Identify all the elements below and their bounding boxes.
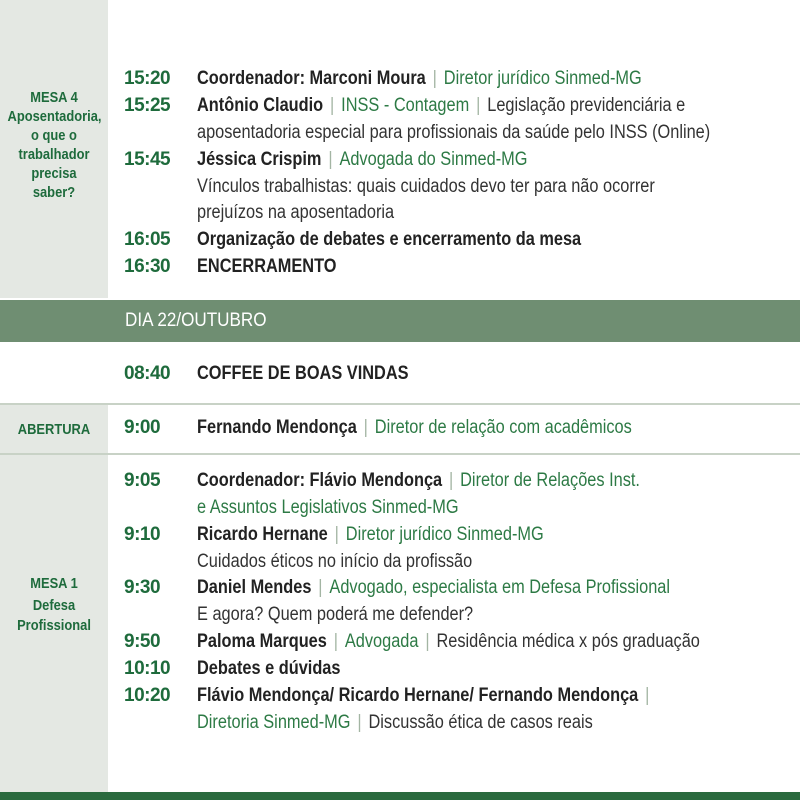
item-topic: Residência médica x pós graduação — [436, 631, 700, 652]
abertura-label-text: ABERTURA — [17, 421, 91, 438]
item-time: 16:05 — [124, 229, 171, 250]
item-time: 15:45 — [124, 149, 171, 170]
item-time: 9:10 — [124, 524, 161, 545]
item-time: 9:30 — [124, 577, 161, 598]
separator: | — [449, 470, 454, 491]
item-time: 9:00 — [124, 417, 161, 438]
item-name: COFFEE DE BOAS VINDAS — [197, 363, 409, 384]
item-name: Fernando Mendonça — [197, 417, 357, 438]
section-divider — [0, 403, 800, 405]
item-role: Advogada — [344, 631, 419, 652]
schedule-item — [124, 575, 790, 601]
item-topic: Discussão ética de casos reais — [368, 712, 593, 733]
separator: | — [328, 149, 333, 170]
schedule-item-continuation — [124, 710, 790, 736]
item-name: Paloma Marques — [197, 631, 327, 652]
item-role: Diretor jurídico Sinmed-MG — [443, 68, 642, 89]
mesa4-label — [8, 88, 101, 202]
item-role: Advogado, especialista em Defesa Profissional — [329, 577, 671, 598]
section-divider — [0, 453, 800, 455]
item-role: INSS - Contagem — [341, 95, 470, 116]
day-title: DIA 22/OUTUBRO — [125, 310, 267, 331]
day-header-bar — [0, 300, 800, 342]
item-time: 15:20 — [124, 68, 171, 89]
mesa1-label-line: Profissional — [17, 617, 91, 634]
item-time: 9:05 — [124, 470, 161, 491]
mesa4-label-line: trabalhador — [18, 146, 90, 163]
schedule-item — [124, 656, 790, 682]
item-name: ENCERRAMENTO — [197, 256, 337, 277]
schedule-item — [124, 66, 790, 92]
item-name: Coordenador: Marconi Moura — [197, 68, 426, 89]
item-time: 9:50 — [124, 631, 161, 652]
item-name: Antônio Claudio — [197, 95, 324, 116]
item-time: 10:10 — [124, 658, 171, 679]
mesa4-label-line: saber? — [32, 184, 76, 201]
item-name: Organização de debates e encerramento da mesa — [197, 229, 582, 250]
item-role: Diretoria Sinmed-MG — [197, 712, 351, 733]
schedule-item — [124, 468, 790, 494]
schedule-item — [124, 147, 790, 173]
item-role: Diretor jurídico Sinmed-MG — [345, 524, 544, 545]
schedule-item — [124, 254, 790, 280]
schedule-item-continuation — [124, 200, 790, 226]
mesa1-label-line: MESA 1 — [30, 575, 78, 592]
item-topic-cont: prejuízos na aposentadoria — [197, 202, 395, 223]
separator: | — [357, 712, 362, 733]
abertura-label — [8, 420, 101, 439]
item-time: 10:20 — [124, 685, 171, 706]
item-time: 16:30 — [124, 256, 171, 277]
mesa4-label-line: Aposentadoria, — [7, 108, 102, 125]
item-name: Flávio Mendonça/ Ricardo Hernane/ Fernando Mendonça — [197, 685, 639, 706]
item-topic: Vínculos trabalhistas: quais cuidados devo ter para não ocorrer — [197, 176, 655, 197]
item-topic: E agora? Quem poderá me defender? — [197, 604, 474, 625]
item-name: Daniel Mendes — [197, 577, 312, 598]
item-role: Diretor de relação com acadêmicos — [374, 417, 632, 438]
mesa1-label-line: Defesa — [32, 597, 76, 614]
separator: | — [645, 685, 650, 706]
separator: | — [334, 524, 339, 545]
item-role: Diretor de Relações Inst. — [460, 470, 640, 491]
mesa4-label-line: precisa — [31, 165, 77, 182]
separator: | — [330, 95, 335, 116]
mesa4-label-line: MESA 4 — [30, 89, 78, 106]
schedule-item — [124, 415, 790, 441]
item-role: Advogada do Sinmed-MG — [339, 149, 528, 170]
schedule-item — [124, 629, 790, 655]
item-time: 08:40 — [124, 363, 171, 384]
item-role-cont: e Assuntos Legislativos Sinmed-MG — [197, 497, 459, 518]
separator: | — [432, 68, 437, 89]
separator: | — [425, 631, 430, 652]
separator: | — [363, 417, 368, 438]
bottom-bar — [0, 792, 800, 800]
item-topic-cont: aposentadoria especial para profissionais da saúde pelo INSS (Online) — [197, 122, 711, 143]
separator: | — [476, 95, 481, 116]
mesa1-label — [8, 571, 101, 636]
schedule-item-continuation — [124, 120, 790, 146]
schedule-item — [124, 522, 790, 548]
schedule-item — [124, 93, 790, 119]
item-time: 15:25 — [124, 95, 171, 116]
schedule-item — [124, 683, 790, 709]
schedule-item-continuation — [124, 549, 790, 575]
separator: | — [333, 631, 338, 652]
item-topic: Cuidados éticos no início da profissão — [197, 551, 473, 572]
schedule-item — [124, 227, 790, 253]
item-topic: Legislação previdenciária e — [487, 95, 686, 116]
schedule-item-continuation — [124, 495, 790, 521]
separator: | — [318, 577, 323, 598]
item-name: Debates e dúvidas — [197, 658, 341, 679]
item-name: Ricardo Hernane — [197, 524, 328, 545]
item-name: Coordenador: Flávio Mendonça — [197, 470, 443, 491]
mesa4-label-line: o que o — [31, 127, 77, 144]
schedule-item-continuation — [124, 174, 790, 200]
item-name: Jéssica Crispim — [197, 149, 322, 170]
schedule-item-continuation — [124, 602, 790, 628]
schedule-item — [124, 361, 790, 387]
